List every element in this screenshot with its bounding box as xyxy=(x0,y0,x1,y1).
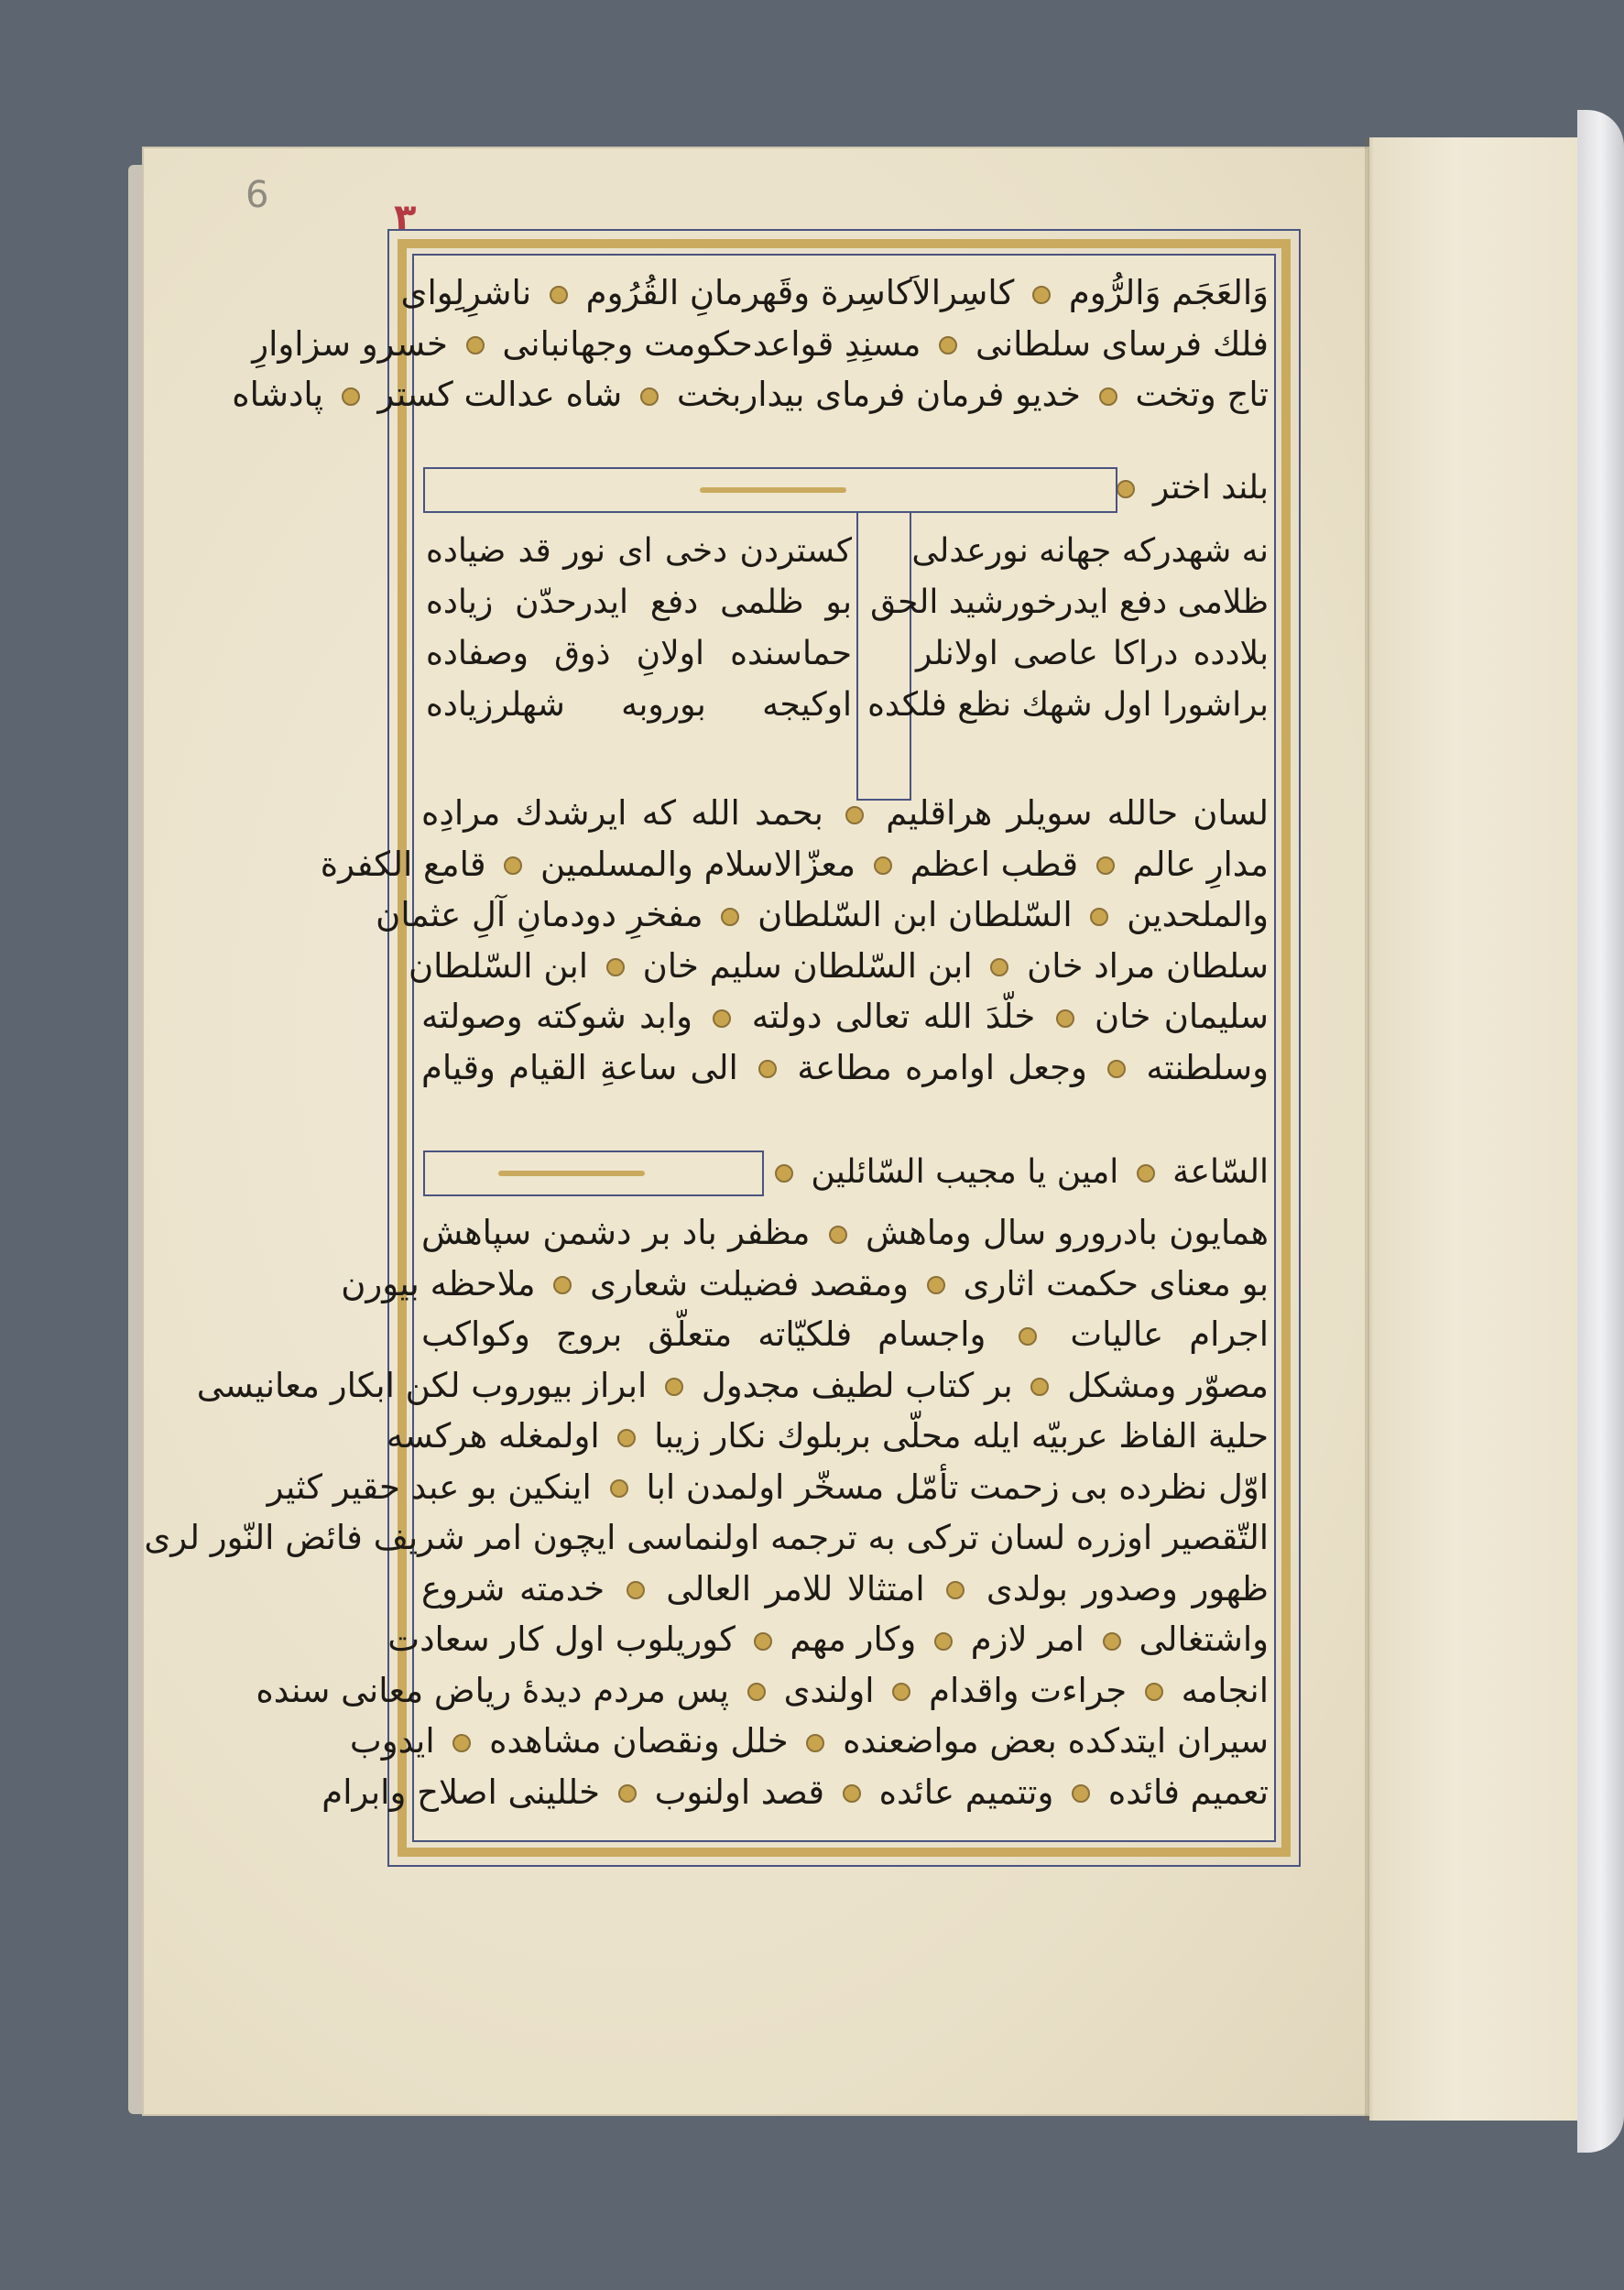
text-line: اجرام عاليات واجسام فلكيّاته متعلّق بروج وكواكب xyxy=(421,1314,1269,1354)
text-line: سليمان خان خلّدَ الله تعالى دولته وابد شوكته وصولته xyxy=(421,997,1270,1036)
gold-rosette-separator xyxy=(550,286,568,304)
gold-rosette-separator xyxy=(606,958,625,976)
text-line: همايون بادرورو سال وماهش مظفر باد بر دشمن سپاهش xyxy=(421,1213,1269,1252)
page-edges xyxy=(1577,110,1624,2153)
text-line: اوّل نظرده بى زحمت تأمّل مسخّر اولمدن ابا اينكين بو عبد حقير كثير xyxy=(267,1467,1269,1507)
gold-rosette-separator xyxy=(1145,1683,1163,1701)
gold-rosette-separator xyxy=(1019,1327,1037,1346)
text-block-bottom xyxy=(144,1207,1270,1839)
gold-rosette-separator xyxy=(1137,1164,1155,1183)
gold-rosette-separator xyxy=(452,1734,471,1752)
gold-rosette-separator xyxy=(1117,480,1135,498)
gold-rosette-separator xyxy=(845,806,864,824)
gold-divider-stroke xyxy=(700,487,846,493)
gold-rosette-separator xyxy=(640,387,659,406)
gold-rosette-separator xyxy=(829,1226,847,1244)
gold-rosette-separator xyxy=(758,1060,777,1078)
verse-column-right xyxy=(867,526,1269,731)
verse-line: ظلامى دفع ايدرخورشيد الحق xyxy=(870,583,1269,621)
gold-rosette-separator xyxy=(747,1683,766,1701)
gold-rosette-separator xyxy=(610,1479,628,1498)
gold-rosette-separator xyxy=(843,1784,861,1803)
gold-rosette-separator xyxy=(934,1632,953,1651)
illuminated-divider xyxy=(423,1150,764,1196)
verse-line: بلادده دراكا عاصى اولانلر xyxy=(916,635,1269,672)
gold-rosette-separator xyxy=(874,856,892,875)
gold-rosette-separator xyxy=(665,1378,683,1396)
verse-line: براشورا اول شهك نظع فلكده xyxy=(867,686,1269,724)
verse-line: نه شهدركه جهانه نورعدلى xyxy=(911,532,1269,570)
text-line: بو معناى حكمت اثارى ومقصد فضيلت شعارى ملاحظه بيورن xyxy=(341,1263,1269,1303)
gold-rosette-separator xyxy=(553,1276,572,1294)
verse-column-divider xyxy=(856,511,911,801)
red-folio-mark: ٣ xyxy=(394,197,417,239)
text-line: ظهور وصدور بولدى امتثالا للامر العالى خدمته شروع xyxy=(421,1568,1270,1608)
text-line-short xyxy=(769,1147,1269,1198)
gold-rosette-separator xyxy=(504,856,522,875)
gold-rosette-separator xyxy=(775,1164,793,1183)
text-line: تاج وتخت خديو فرمان فرماى بيداربخت شاه عدالت كستر پادشاه xyxy=(232,375,1269,414)
gold-rosette-separator xyxy=(1090,908,1108,926)
verse-line: بو ظلمى دفع ايدرحدّن زياده xyxy=(426,583,852,621)
text-block-middle xyxy=(320,788,1270,1200)
gold-rosette-separator xyxy=(927,1276,945,1294)
gold-rosette-separator xyxy=(617,1429,636,1447)
gold-rosette-separator xyxy=(892,1683,910,1701)
text-line: السّاعة امين يا مجيب السّائلين xyxy=(769,1147,1269,1198)
gold-rosette-separator xyxy=(466,336,485,354)
gold-rosette-separator xyxy=(754,1632,772,1651)
gold-rosette-separator xyxy=(627,1581,645,1599)
text-line: انجامه جراءت واقدام اولندى پس مردم ديدهٔ رياض معانى سنده xyxy=(256,1670,1269,1710)
gold-rosette-separator xyxy=(990,958,1008,976)
text-line-short xyxy=(1117,463,1269,514)
gold-rosette-separator xyxy=(618,1784,637,1803)
text-line: وَالعَجَم وَالرُّوم كاسِرالاَكاسِرة وقَهرمانِ القُرُوم ناشرِلِواى xyxy=(400,273,1269,312)
text-line: سيران ايتدكده بعض مواضعنده خلل ونقصان مشاهده ايدوب xyxy=(349,1721,1269,1761)
text-line: سلطان مراد خان ابن السّلطان سليم خان ابن السّلطان xyxy=(408,945,1269,986)
gold-rosette-separator xyxy=(721,908,739,926)
gold-rosette-separator xyxy=(342,387,360,406)
gold-rosette-separator xyxy=(713,1009,731,1028)
text-line: مدارِ عالم قطب اعظم معزّالاسلام والمسلمين قامع الكفرة xyxy=(320,844,1269,884)
text-line: مصوّر ومشكل بر كتاب لطيف مجدول ابراز بيوروب لكن ابكار معانيسى xyxy=(196,1365,1269,1405)
verse-line: اوكيجه بوروبه شهلرزياده xyxy=(426,686,852,724)
gold-rosette-separator xyxy=(1072,1784,1090,1803)
gold-rosette-separator xyxy=(1032,286,1051,304)
gold-rosette-separator xyxy=(1107,1060,1126,1078)
text-line: فلك فرساى سلطانى مسنِدِ قواعدحكومت وجهانبانى خسرو سزاوارِ xyxy=(252,323,1269,364)
illuminated-divider xyxy=(423,467,1117,513)
text-line: حلية الفاظ عربيّه ايله محلّى بربلوك نكار زيبا اولمغله هركسه xyxy=(386,1416,1269,1456)
verse-line: حماسنده اولانِ ذوق وصفاده xyxy=(426,635,852,672)
gold-divider-stroke xyxy=(498,1171,645,1176)
text-line: بلند اختر xyxy=(1117,463,1269,514)
text-line: تعميم فائده وتتميم عائده قصد اولنوب خللينى اصلاح وابرام xyxy=(322,1772,1269,1812)
text-line: وسلطنته وجعل اوامره مطاعة الى ساعةِ القيام وقيام xyxy=(421,1047,1269,1087)
gold-rosette-separator xyxy=(1103,1632,1121,1651)
text-line: لسان حالله سويلر هراقليم بحمد الله كه ايرشدك مرادِه xyxy=(421,793,1269,833)
gold-rosette-separator xyxy=(806,1734,824,1752)
verse-column-left xyxy=(426,526,852,731)
gold-rosette-separator xyxy=(1096,856,1115,875)
text-line: والملحدين السّلطان ابن السّلطان مفخرِ دودمانِ آلِ عثمان xyxy=(376,895,1269,934)
gold-rosette-separator xyxy=(946,1581,965,1599)
gold-rosette-separator xyxy=(1030,1378,1049,1396)
gold-rosette-separator xyxy=(939,336,957,354)
facing-folio xyxy=(1369,137,1580,2121)
folio-number: 6 xyxy=(245,174,269,216)
text-line: واشتغالى امر لازم وكار مهم كوريلوب اول كار سعادت xyxy=(387,1619,1269,1659)
book-gutter xyxy=(1365,137,1374,2121)
gold-rosette-separator xyxy=(1056,1009,1074,1028)
verse-line: كستردن دخى اى نور قد ضياده xyxy=(426,532,852,570)
text-line: التّقصير اوزره لسان تركى به ترجمه اولنماسى ايچون امر شريف فائض النّور لرى xyxy=(144,1518,1269,1557)
gold-rosette-separator xyxy=(1099,387,1117,406)
